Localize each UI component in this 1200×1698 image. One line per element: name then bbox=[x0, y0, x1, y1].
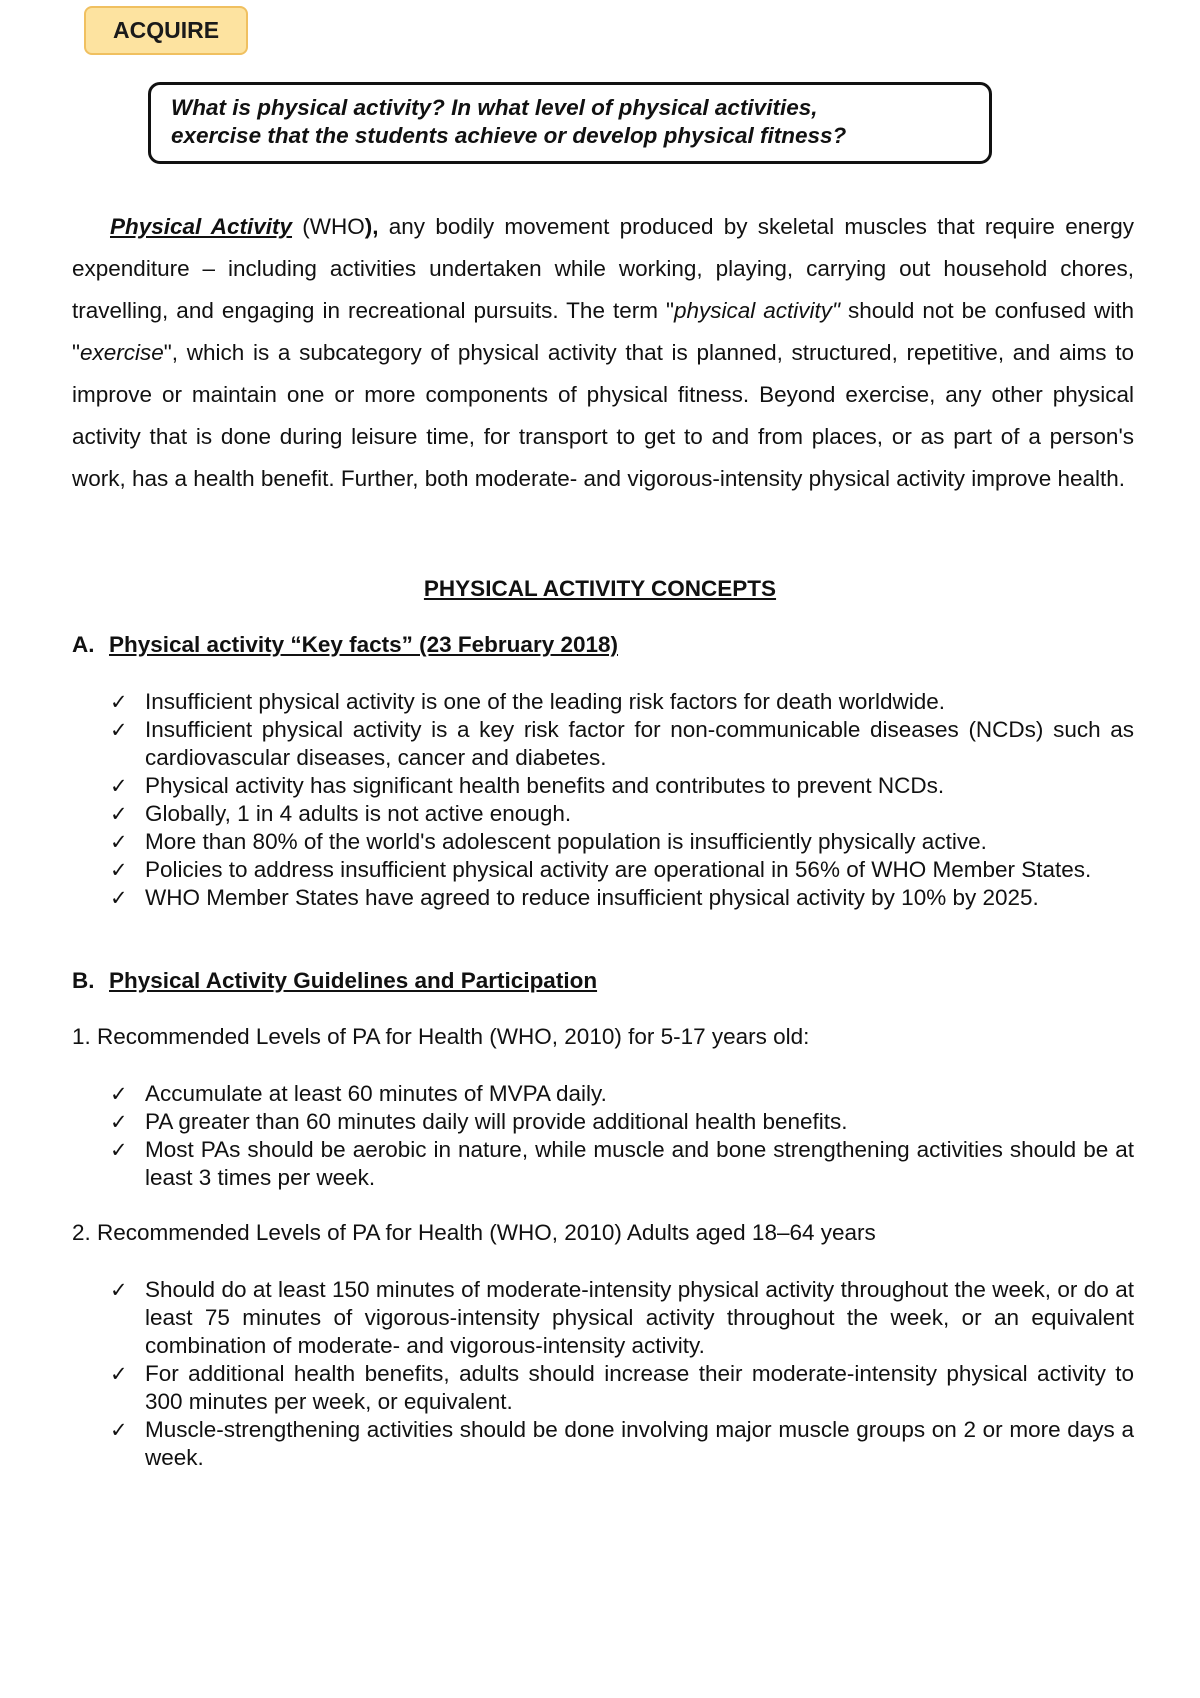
list-item bbox=[108, 1136, 1134, 1192]
list-item bbox=[108, 828, 1134, 856]
list-item-text: More than 80% of the world's adolescent population is insufficiently physically active. bbox=[145, 829, 987, 854]
list-item-text: PA greater than 60 minutes daily will provide additional health benefits. bbox=[145, 1109, 848, 1134]
check-icon: ✓ bbox=[110, 1362, 128, 1386]
acquire-badge bbox=[84, 6, 248, 55]
list-item-text: Physical activity has significant health benefits and contributes to prevent NCDs. bbox=[145, 773, 945, 798]
list-item-text: Most PAs should be aerobic in nature, while muscle and bone strengthening activities should be at least 3 times per week. bbox=[145, 1137, 1134, 1190]
section-a-heading bbox=[72, 632, 618, 658]
list-item-text: Muscle-strengthening activities should be done involving major muscle groups on 2 or more days a week. bbox=[145, 1417, 1134, 1470]
intro-paragraph bbox=[72, 206, 1134, 500]
recommendation-2-heading: 2. Recommended Levels of PA for Health (WHO, 2010) Adults aged 18–64 years bbox=[72, 1220, 876, 1245]
intro-emphasis-physical-activity: physical activity" bbox=[673, 298, 841, 323]
check-icon: ✓ bbox=[110, 1110, 128, 1134]
list-item bbox=[108, 1276, 1134, 1360]
intro-seg-4: should not be confused with " bbox=[72, 298, 1134, 365]
section-b-heading bbox=[72, 968, 597, 994]
intro-emphasis-exercise: exercise bbox=[80, 340, 164, 365]
list-item bbox=[108, 716, 1134, 772]
list-item bbox=[108, 772, 1134, 800]
adult-guidelines-list bbox=[108, 1276, 1134, 1472]
list-item-text: Insufficient physical activity is a key risk factor for non-communicable diseases (NCDs) such as cardiovascular diseases, cancer and diabetes. bbox=[145, 717, 1134, 770]
section-a-label: A. bbox=[72, 632, 95, 657]
section-b-label: B. bbox=[72, 968, 95, 993]
check-icon: ✓ bbox=[110, 802, 128, 826]
list-item bbox=[108, 1416, 1134, 1472]
check-icon: ✓ bbox=[110, 1138, 128, 1162]
concepts-heading-text: PHYSICAL ACTIVITY CONCEPTS bbox=[423, 576, 777, 601]
question-line-2: exercise that the students achieve or develop physical fitness? bbox=[171, 123, 847, 148]
check-icon: ✓ bbox=[110, 1082, 128, 1106]
check-icon: ✓ bbox=[110, 1418, 128, 1442]
section-a-title: Physical activity “Key facts” (23 February 2018) bbox=[109, 632, 619, 657]
intro-seg-1: (WHO bbox=[292, 214, 365, 239]
acquire-badge-label: ACQUIRE bbox=[112, 17, 220, 43]
guiding-question-box bbox=[148, 82, 992, 164]
list-item-text: Insufficient physical activity is one of the leading risk factors for death worldwide. bbox=[145, 689, 945, 714]
key-facts-list bbox=[108, 688, 1134, 912]
section-b-title: Physical Activity Guidelines and Participation bbox=[109, 968, 598, 993]
check-icon: ✓ bbox=[110, 1278, 128, 1302]
list-item-text: Globally, 1 in 4 adults is not active enough. bbox=[145, 801, 572, 826]
list-item bbox=[108, 1360, 1134, 1416]
list-item bbox=[108, 884, 1134, 912]
check-icon: ✓ bbox=[110, 690, 128, 714]
check-icon: ✓ bbox=[110, 718, 128, 742]
check-icon: ✓ bbox=[110, 830, 128, 854]
intro-seg-2: ), bbox=[364, 214, 379, 239]
list-item bbox=[108, 800, 1134, 828]
list-item-text: Should do at least 150 minutes of moderate-intensity physical activity throughout the week, or do at least 75 minutes of vigorous-intensity physical activity throughout the week, or an equivalent combination of moderate- and vigorous-intensity activity. bbox=[145, 1277, 1134, 1358]
list-item-text: Policies to address insufficient physical activity are operational in 56% of WHO Member States. bbox=[145, 857, 1092, 882]
intro-seg-3: any bodily movement produced by skeletal muscles that require energy expenditure – including activities undertaken while working, playing, carrying out household chores, travelling, and engaging in recreational pursuits. The term " bbox=[72, 214, 1134, 323]
physical-activity-term: Physical Activity bbox=[110, 214, 293, 239]
intro-seg-5: ", which is a subcategory of physical activity that is planned, structured, repetitive, and aims to improve or maintain one or more components of physical fitness. Beyond exercise, any other physical activity that is done during leisure time, for transport to get to and from places, or as part of a person's work, has a health benefit. Further, both moderate- and vigorous-intensity physical activity improve health. bbox=[72, 340, 1134, 491]
check-icon: ✓ bbox=[110, 774, 128, 798]
list-item bbox=[108, 1080, 1134, 1108]
list-item-text: For additional health benefits, adults should increase their moderate-intensity physical activity to 300 minutes per week, or equivalent. bbox=[145, 1361, 1134, 1414]
check-icon: ✓ bbox=[110, 858, 128, 882]
list-item bbox=[108, 688, 1134, 716]
concepts-heading bbox=[0, 576, 1200, 602]
youth-guidelines-list bbox=[108, 1080, 1134, 1192]
list-item bbox=[108, 1108, 1134, 1136]
check-icon: ✓ bbox=[110, 886, 128, 910]
recommendation-1-heading: 1. Recommended Levels of PA for Health (WHO, 2010) for 5-17 years old: bbox=[72, 1024, 810, 1049]
question-line-1: What is physical activity? In what level of physical activities, bbox=[171, 95, 818, 120]
list-item-text: WHO Member States have agreed to reduce insufficient physical activity by 10% by 2025. bbox=[145, 885, 1039, 910]
list-item bbox=[108, 856, 1134, 884]
list-item-text: Accumulate at least 60 minutes of MVPA daily. bbox=[145, 1081, 607, 1106]
